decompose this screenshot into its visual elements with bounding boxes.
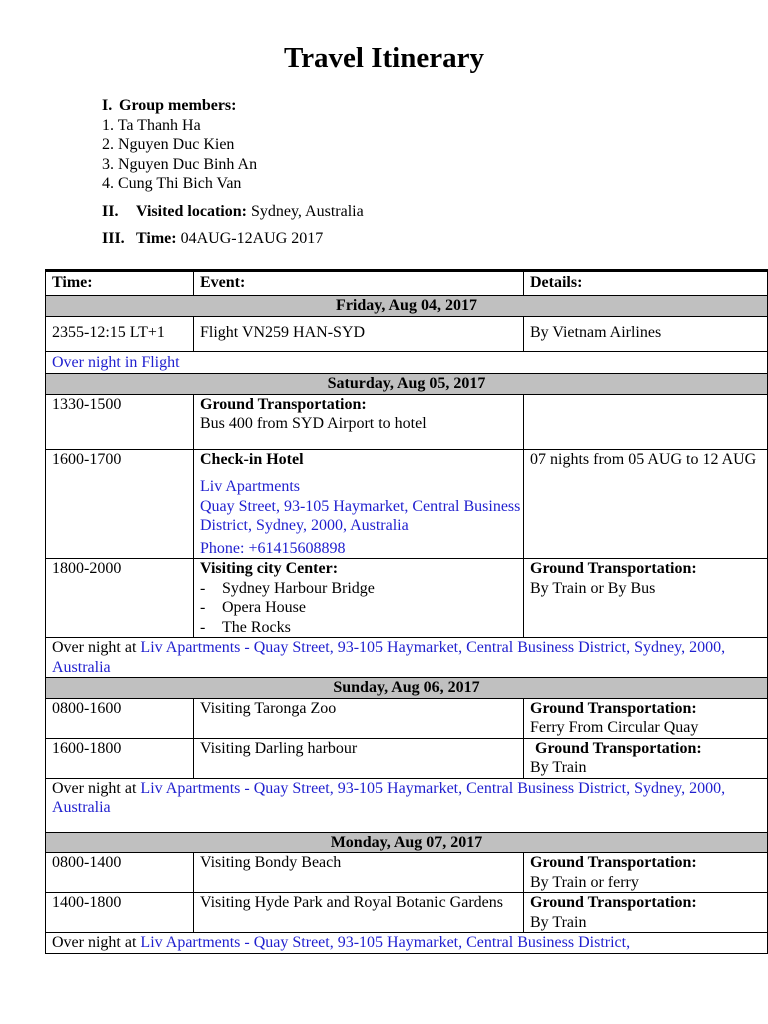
event-title: Check-in Hotel [200,450,304,468]
overnight-row [46,933,768,954]
details-title: Ground Transportation: [530,854,697,871]
row-details [524,698,768,738]
day-date: Saturday, Aug 05, 2017 [46,374,768,395]
time-section [102,229,323,249]
member-item: 3. Nguyen Duc Binh An [102,155,258,173]
table-row [46,698,768,738]
overnight-text: Over night at Liv Apartments - Quay Street, 93-105 Haymarket, Central Business District, Sydney, 2000, Australia [46,638,768,678]
row-details [524,394,768,449]
details-text: By Train or ferry [530,873,639,891]
header-time: Time: [46,271,194,296]
member-item: 1. Ta Thanh Ha [102,116,201,134]
row-event: Visiting Hyde Park and Royal Botanic Gardens [194,893,524,933]
table-row [46,394,768,449]
overnight-text: Over night at Liv Apartments - Quay Street, 93-105 Haymarket, Central Business District, [46,933,768,954]
row-event: Flight VN259 HAN-SYD [194,316,524,351]
row-time: 1600-1700 [46,449,194,559]
row-time: 1400-1800 [46,893,194,933]
list-item: - Opera House [200,599,306,616]
row-event: Visiting Bondy Beach [194,853,524,893]
member-item: 4. Cung Thi Bich Van [102,175,242,192]
row-event [194,559,524,638]
group-members-section [102,96,257,194]
details-text: By Train [530,913,587,931]
day-header-row [46,832,768,853]
overnight-row [46,778,768,832]
details-text: Ferry From Circular Quay [530,719,699,736]
page-title: Travel Itinerary [284,42,484,74]
overnight-text: Over night in Flight [46,351,768,374]
row-time: 2355-12:15 LT+1 [46,316,194,351]
hotel-name: Liv Apartments [200,478,300,495]
table-row [46,853,768,893]
time-value: 04AUG-12AUG 2017 [180,230,324,247]
group-members-label: Group members: [119,97,237,114]
table-row [46,738,768,778]
table-header-row [46,271,768,296]
row-details: 07 nights from 05 AUG to 12 AUG [524,449,768,559]
hotel-address: Quay Street, 93-105 Haymarket, Central Business District, Sydney, 2000, Australia [200,497,521,534]
details-title: Ground Transportation: [530,894,697,911]
event-text: Bus 400 from SYD Airport to hotel [200,415,427,432]
row-event: Visiting Darling harbour [194,738,524,778]
row-details [524,893,768,933]
row-time: 0800-1400 [46,853,194,893]
day-header-row [46,296,768,317]
section-numeral: I. [102,97,113,114]
details-title: Ground Transportation: [530,699,697,717]
row-details [524,559,768,638]
day-header-row [46,678,768,699]
row-time: 1800-2000 [46,559,194,638]
row-time: 0800-1600 [46,698,194,738]
row-details: By Vietnam Airlines [524,316,768,351]
event-title: Ground Transportation: [200,395,367,413]
row-time: 1330-1500 [46,394,194,449]
overnight-row [46,351,768,374]
header-details: Details: [524,271,768,296]
day-date: Sunday, Aug 06, 2017 [46,678,768,699]
row-time: 1600-1800 [46,738,194,778]
table-row [46,449,768,559]
row-details [524,738,768,778]
table-row [46,559,768,638]
details-title: Ground Transportation: [530,560,697,577]
hotel-phone: Phone: +61415608898 [200,539,346,557]
header-event: Event: [194,271,524,296]
day-date: Monday, Aug 07, 2017 [46,832,768,853]
table-row [46,893,768,933]
itinerary-table [45,269,768,954]
details-text: By Train [530,759,587,776]
row-event [194,394,524,449]
time-label: Time: [136,230,177,247]
section-numeral: II. [102,203,119,220]
overnight-text: Over night at Liv Apartments - Quay Street, 93-105 Haymarket, Central Business District, Sydney, 2000, Australia [46,778,768,832]
sights-list [200,579,523,638]
visited-location-label: Visited location: [136,203,247,220]
details-text: By Train or By Bus [530,579,656,597]
list-item: - The Rocks [200,618,291,636]
overnight-row [46,638,768,678]
list-item: - Sydney Harbour Bridge [200,579,375,597]
table-row [46,316,768,351]
event-title: Visiting city Center: [200,560,339,577]
row-details [524,853,768,893]
day-header-row [46,374,768,395]
section-numeral: III. [102,230,125,247]
day-date: Friday, Aug 04, 2017 [46,296,768,317]
member-item: 2. Nguyen Duc Kien [102,136,235,153]
visited-location-value: Sydney, Australia [250,203,364,220]
row-event: Visiting Taronga Zoo [194,698,524,738]
row-event [194,449,524,559]
visited-location-section [102,202,364,222]
details-title: Ground Transportation: [535,739,702,757]
